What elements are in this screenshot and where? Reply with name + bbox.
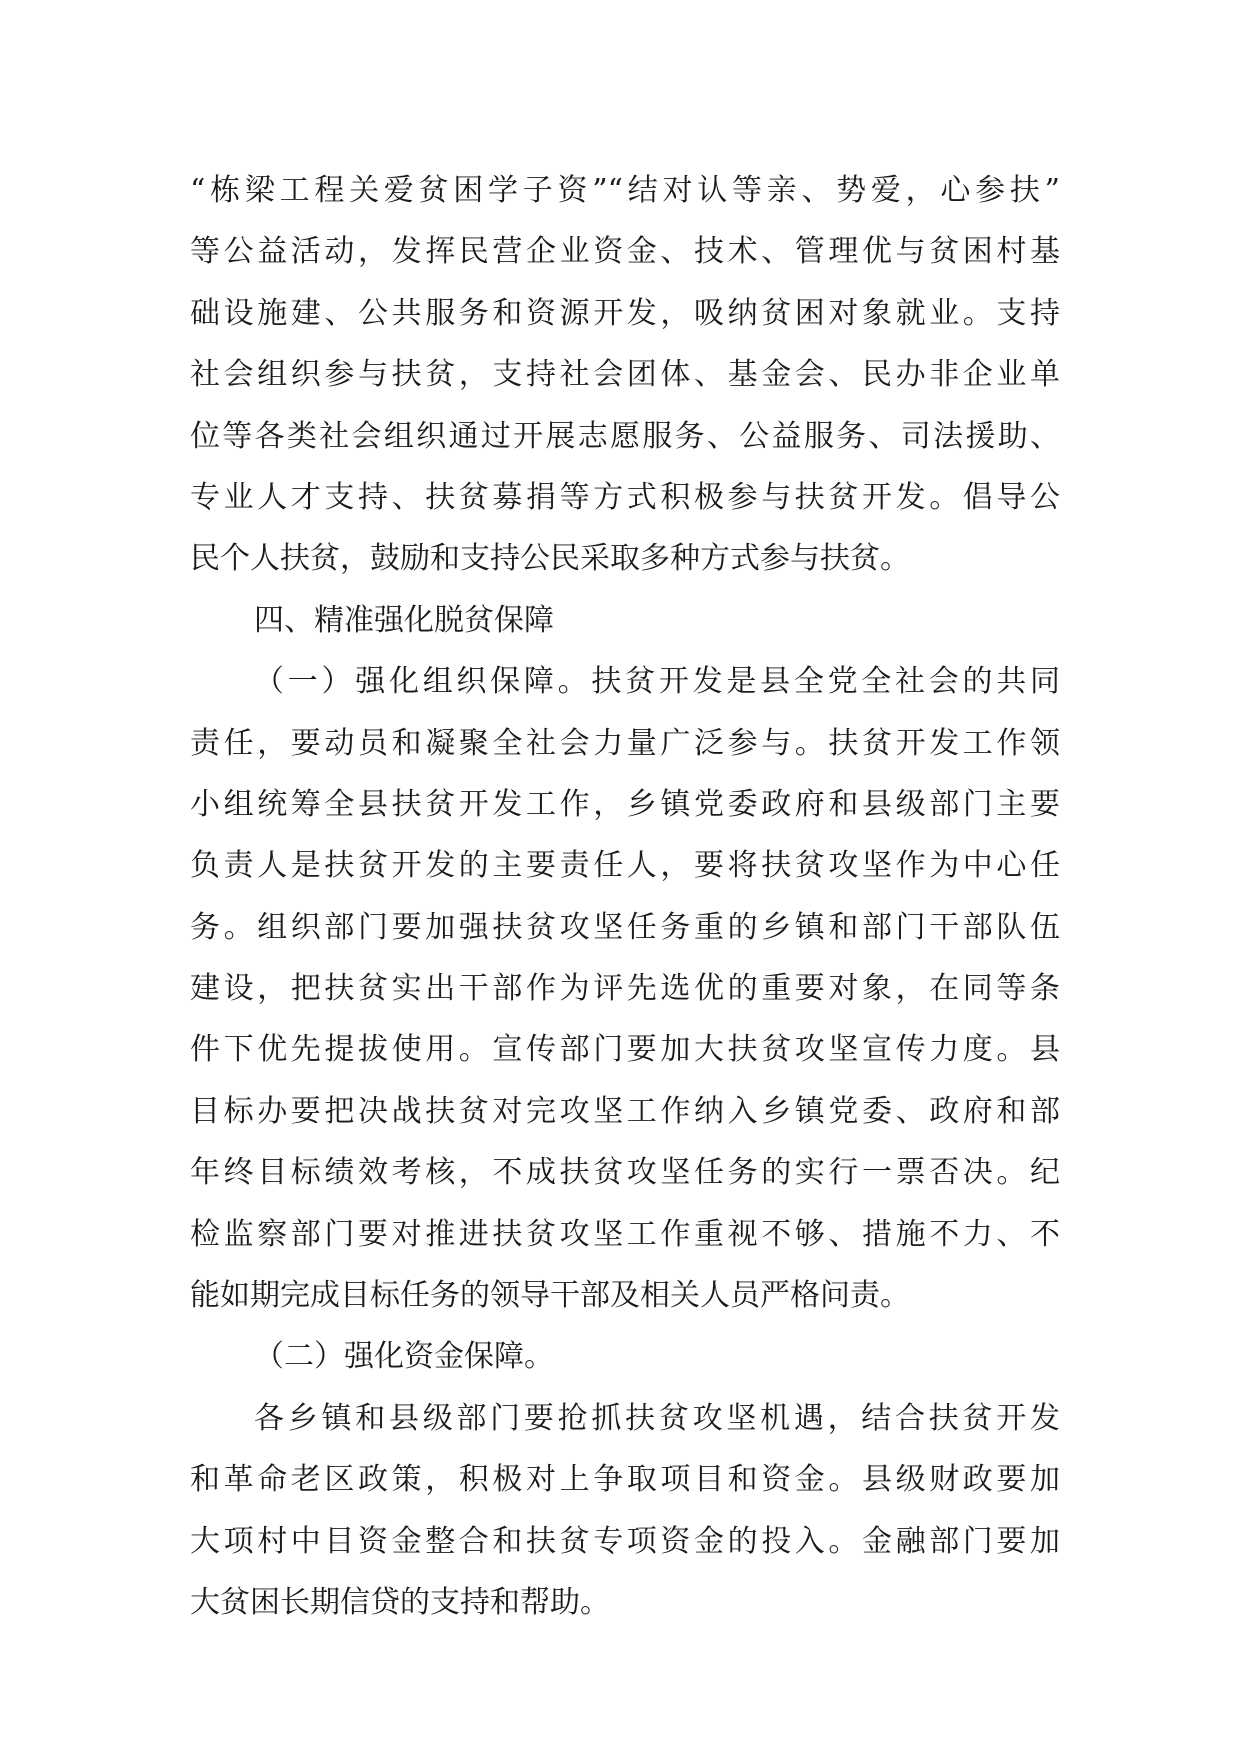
subsection-heading: （一）强化组织保障。扶贫开发是县全党全社会的共同: [254, 664, 1060, 700]
paragraph-line: 专业人才支持、扶贫募捐等方式积极参与扶贫开发。倡导公: [190, 479, 1060, 515]
paragraph-line: 位等各类社会组织通过开展志愿服务、公益服务、司法援助、: [190, 418, 1060, 454]
paragraph-line: “栋梁工程关爱贫困学子资”“结对认等亲、势爱，心参扶”: [190, 173, 1060, 208]
paragraph-line: 社会组织参与扶贫，支持社会团体、基金会、民办非企业单: [190, 357, 1060, 393]
paragraph-line: 件下优先提拔使用。宣传部门要加大扶贫攻坚宣传力度。县: [190, 1032, 1060, 1068]
paragraph-line: 建设，把扶贫实出干部作为评先选优的重要对象，在同等条: [190, 971, 1060, 1007]
paragraph-line: 负责人是扶贫开发的主要责任人，要将扶贫攻坚作为中心任: [190, 848, 1060, 884]
paragraph-line: 各乡镇和县级部门要抢抓扶贫攻坚机遇，结合扶贫开发: [254, 1400, 1060, 1436]
section-heading: 四、精准强化脱贫保障: [254, 602, 554, 638]
paragraph-line: 检监察部门要对推进扶贫攻坚工作重视不够、措施不力、不: [190, 1216, 1060, 1252]
paragraph-line: 小组统筹全县扶贫开发工作，乡镇党委政府和县级部门主要: [190, 786, 1060, 822]
paragraph-line: 础设施建、公共服务和资源开发，吸纳贫困对象就业。支持: [190, 295, 1060, 331]
paragraph-line: 民个人扶贫，鼓励和支持公民采取多种方式参与扶贫。: [190, 541, 910, 577]
paragraph-line: 能如期完成目标任务的领导干部及相关人员严格问责。: [190, 1278, 910, 1314]
paragraph-line: 大项村中目资金整合和扶贫专项资金的投入。金融部门要加: [190, 1523, 1060, 1559]
paragraph-line: 年终目标绩效考核，不成扶贫攻坚任务的实行一票否决。纪: [190, 1155, 1060, 1191]
subsection-heading: （二）强化资金保障。: [254, 1339, 554, 1375]
paragraph-line: 大贫困长期信贷的支持和帮助。: [190, 1584, 610, 1620]
paragraph-line: 责任，要动员和凝聚全社会力量广泛参与。扶贫开发工作领: [190, 725, 1060, 761]
document-body: [190, 160, 1060, 1633]
paragraph-line: 务。组织部门要加强扶贫攻坚任务重的乡镇和部门干部队伍: [190, 909, 1060, 945]
paragraph-line: 和革命老区政策，积极对上争取项目和资金。县级财政要加: [190, 1462, 1060, 1498]
paragraph-line: 等公益活动，发挥民营企业资金、技术、管理优与贫困村基: [190, 234, 1060, 270]
paragraph-line: 目标办要把决战扶贫对完攻坚工作纳入乡镇党委、政府和部: [190, 1093, 1060, 1129]
